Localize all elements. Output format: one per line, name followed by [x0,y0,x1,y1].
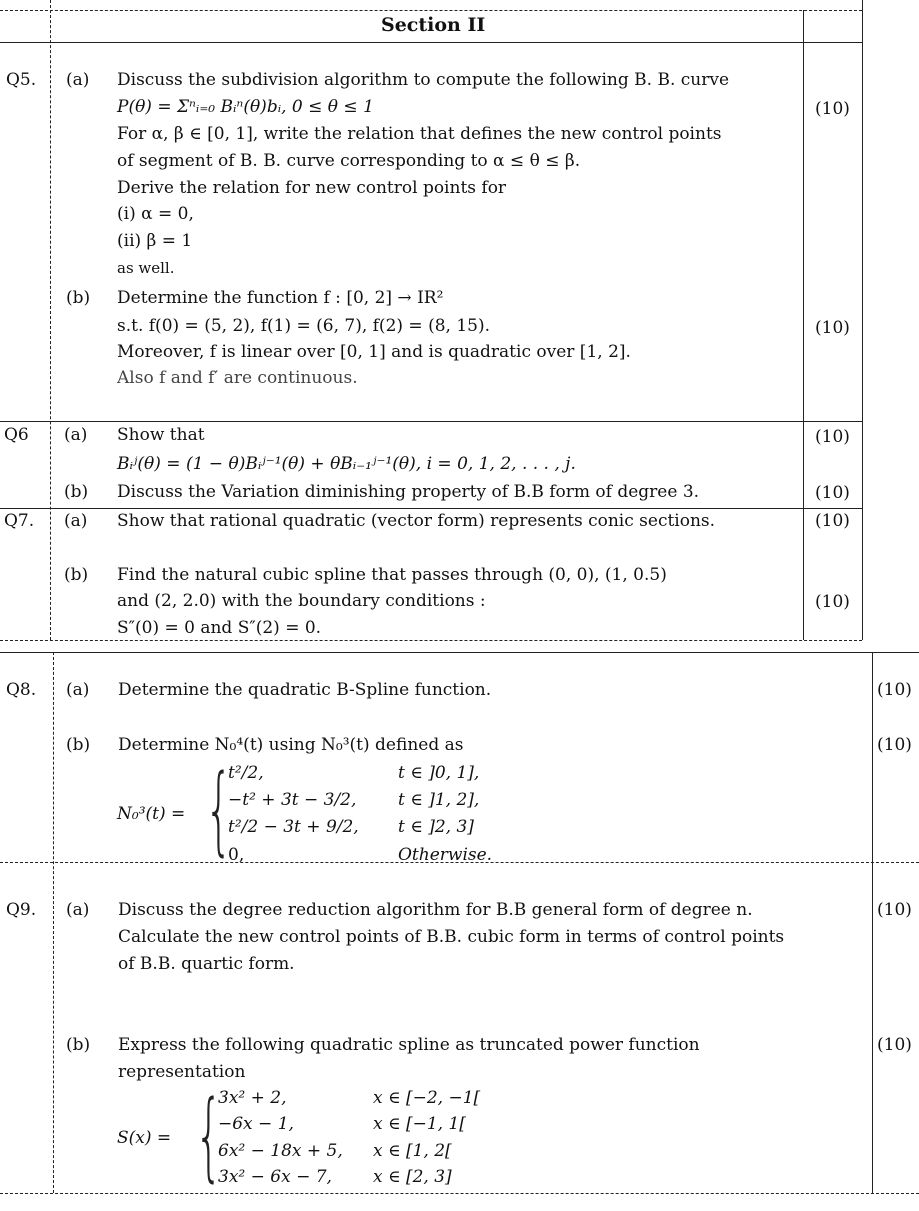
part-label: (b) [66,288,91,308]
marks: (10) [815,318,850,338]
case-expr: 6x² − 18x + 5, [218,1141,343,1161]
marks: (10) [877,1035,912,1055]
question-label: Q8. [6,680,37,700]
question-text: Find the natural cubic spline that passes through (0, 0), (1, 0.5) [117,565,667,585]
section-title: Section II [381,14,486,36]
part-label: (a) [64,511,88,531]
piecewise-lhs: S(x) = [117,1128,172,1148]
marks: (10) [877,735,912,755]
case-cond: x ∈ [1, 2[ [373,1141,452,1161]
question-text: and (2, 2.0) with the boundary conditions : [117,591,486,611]
case-expr: −t² + 3t − 3/2, [228,790,357,810]
table-top-border [0,10,862,11]
part-label: (a) [66,680,90,700]
question-label: Q6 [4,425,29,445]
left-brace: { [195,1080,223,1192]
question-text: Determine the quadratic B-Spline function. [118,680,492,700]
q5-q6-divider [0,421,862,422]
case-cond: Otherwise. [398,845,493,865]
section-header-divider [0,42,862,43]
question-text: s.t. f(0) = (5, 2), f(1) = (6, 7), f(2) = (8, 15). [117,316,490,336]
piecewise-lhs: N₀³(t) = [117,804,186,824]
question-text: Discuss the Variation diminishing property of B.B form of degree 3. [117,482,700,502]
question-text: as well. [117,259,175,277]
marks: (10) [815,592,850,612]
question-text: Determine the function f : [0, 2] → IR² [117,288,444,308]
case-cond: x ∈ [−2, −1[ [373,1088,481,1108]
question-text: Calculate the new control points of B.B. cubic form in terms of control points [118,927,785,947]
label-column-line [50,0,51,640]
case-expr: 3x² − 6x − 7, [218,1167,332,1187]
marks: (10) [877,680,912,700]
case-expr: 3x² + 2, [218,1088,287,1108]
question-text: of B.B. quartic form. [118,954,295,974]
question-text: Discuss the degree reduction algorithm for B.B general form of degree n. [118,900,753,920]
marks: (10) [815,483,850,503]
case-cond: t ∈ ]2, 3] [398,817,474,837]
marks: (10) [877,900,912,920]
question-text: For α, β ∈ [0, 1], write the relation that defines the new control points [117,124,722,144]
question-text: (i) α = 0, [117,204,194,224]
label-column-line [53,652,54,1193]
question-text: Also f and f′ are continuous. [117,368,358,388]
question-text: S″(0) = 0 and S″(2) = 0. [117,618,322,638]
question-label: Q5. [6,70,37,90]
part-label: (a) [64,425,88,445]
question-text: Determine N₀⁴(t) using N₀³(t) defined as [118,735,464,755]
case-expr: t²/2, [228,763,264,783]
case-cond: x ∈ [−1, 1[ [373,1114,466,1134]
part-label: (b) [66,735,91,755]
marks-column-line [872,652,873,1193]
question-text: Show that [117,425,205,445]
case-cond: t ∈ ]0, 1], [398,763,480,783]
question-text: Show that rational quadratic (vector form) represents conic sections. [117,511,716,531]
part-label: (a) [66,900,90,920]
case-expr: t²/2 − 3t + 9/2, [228,817,359,837]
marks: (10) [815,427,850,447]
marks: (10) [815,511,850,531]
part-label: (b) [66,1035,91,1055]
case-expr: −6x − 1, [218,1114,294,1134]
case-cond: x ∈ [2, 3] [373,1167,452,1187]
table-bottom-border [0,640,862,641]
question-text: of segment of B. B. curve corresponding to α ≤ θ ≤ β. [117,151,581,171]
question-text: (ii) β = 1 [117,231,193,251]
q9-bottom-border [0,1193,919,1194]
case-cond: t ∈ ]1, 2], [398,790,480,810]
question-label: Q7. [4,511,35,531]
marks-column-line [803,10,804,640]
question-text: representation [118,1062,246,1082]
q6-q7-divider [0,508,862,509]
q8-top-border [0,652,919,653]
left-brace: { [205,754,233,866]
part-label: (a) [66,70,90,90]
part-label: (b) [64,565,89,585]
question-text: Discuss the subdivision algorithm to compute the following B. B. curve [117,70,730,90]
question-text: Bᵢʲ(θ) = (1 − θ)Bᵢʲ⁻¹(θ) + θBᵢ₋₁ʲ⁻¹(θ), i = 0, 1, 2, . . . , j. [117,454,576,474]
question-text: Derive the relation for new control points for [117,178,507,198]
case-expr: 0, [228,845,245,865]
question-text: P(θ) = Σⁿᵢ₌₀ Bᵢⁿ(θ)bᵢ, 0 ≤ θ ≤ 1 [117,97,374,117]
part-label: (b) [64,482,89,502]
question-label: Q9. [6,900,37,920]
table-right-border [862,0,863,640]
marks: (10) [815,99,850,119]
question-text: Express the following quadratic spline as truncated power function [118,1035,700,1055]
question-text: Moreover, f is linear over [0, 1] and is quadratic over [1, 2]. [117,342,631,362]
